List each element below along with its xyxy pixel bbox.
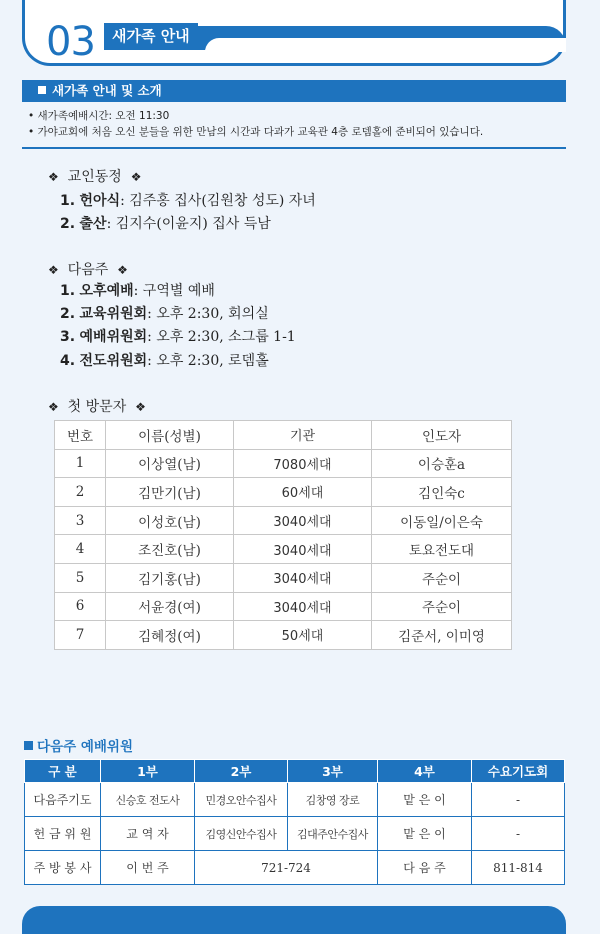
- table-row: [55, 621, 512, 650]
- table-cell: 김혜정(여): [106, 621, 234, 650]
- table-cell: 811-814: [472, 851, 565, 885]
- table-row: [55, 478, 512, 507]
- item-label: 오후예배: [79, 283, 134, 299]
- table-cell: 721-724: [195, 851, 378, 885]
- item-number: 1.: [60, 283, 76, 299]
- table-header: 수요기도회: [472, 760, 565, 783]
- diamond-icon: ❖: [117, 263, 128, 277]
- table-cell: 5: [55, 563, 106, 592]
- table-row: [25, 817, 565, 851]
- info-line-1: • 새가족예배시간: 오전 11:30: [28, 110, 170, 122]
- visitors-title-text: 첫 방문자: [67, 399, 127, 415]
- worship-title-text: 다음주 예배위원: [37, 739, 133, 755]
- visitors-title: [48, 396, 146, 416]
- table-row: [25, 851, 565, 885]
- header-notch: [205, 38, 566, 52]
- table-cell: 4: [55, 535, 106, 564]
- table-header: 인도자: [372, 421, 512, 450]
- list-item: [60, 303, 269, 323]
- footer-bar: [22, 906, 566, 934]
- list-item: [60, 213, 271, 233]
- table-cell: 50세대: [234, 621, 372, 650]
- list-item: [60, 350, 269, 370]
- section-title: 새가족 안내 및 소개: [52, 83, 162, 98]
- table-cell: 김창영 장로: [288, 783, 378, 817]
- list-item: [60, 326, 296, 346]
- item-text: : 오후 2:30, 소그룹 1-1: [147, 329, 296, 345]
- section-number: 03: [46, 19, 95, 65]
- table-cell: 이승훈a: [372, 449, 512, 478]
- item-label: 교육위원회: [79, 306, 148, 322]
- table-header: 1부: [101, 760, 195, 783]
- table-row: [55, 592, 512, 621]
- table-cell: 토요전도대: [372, 535, 512, 564]
- table-cell: 이동일/이은숙: [372, 506, 512, 535]
- members-title: [48, 166, 141, 186]
- item-text: : 구역별 예배: [133, 283, 215, 299]
- diamond-icon: ❖: [48, 263, 59, 277]
- list-item: [60, 190, 316, 210]
- worship-table: [24, 759, 565, 885]
- diamond-icon: ❖: [48, 170, 59, 184]
- table-row: [55, 563, 512, 592]
- table-cell: 김대주안수집사: [288, 817, 378, 851]
- info-block: [28, 108, 568, 140]
- table-cell: 2: [55, 478, 106, 507]
- table-cell: 조진호(남): [106, 535, 234, 564]
- table-header: 2부: [195, 760, 288, 783]
- table-row: [25, 783, 565, 817]
- table-cell: 헌 금 위 원: [25, 817, 101, 851]
- item-label: 예배위원회: [79, 329, 148, 345]
- table-cell: 이 번 주: [101, 851, 195, 885]
- diamond-icon: ❖: [135, 400, 146, 414]
- page-title: 새가족 안내: [104, 23, 198, 49]
- nextweek-title-text: 다음주: [67, 262, 109, 278]
- table-row: [55, 506, 512, 535]
- item-label: 헌아식: [79, 193, 121, 209]
- table-cell: 다음주기도: [25, 783, 101, 817]
- table-cell: 이상열(남): [106, 449, 234, 478]
- table-cell: 3: [55, 506, 106, 535]
- diamond-icon: ❖: [48, 400, 59, 414]
- table-cell: 서윤경(여): [106, 592, 234, 621]
- table-cell: 맡 은 이: [378, 783, 472, 817]
- item-number: 3.: [60, 329, 76, 345]
- table-header: 4부: [378, 760, 472, 783]
- info-line-2: • 가야교회에 처음 오신 분들을 위한 만남의 시간과 다과가 교육관 4층 로뎀홀에 준비되어 있습니다.: [28, 126, 484, 138]
- item-label: 출산: [79, 216, 107, 232]
- table-cell: 60세대: [234, 478, 372, 507]
- table-cell: 김기홍(남): [106, 563, 234, 592]
- table-cell: 김영신안수집사: [195, 817, 288, 851]
- square-bullet-icon: [38, 86, 46, 94]
- table-cell: 다 음 주: [378, 851, 472, 885]
- table-row: [55, 535, 512, 564]
- table-cell: -: [472, 817, 565, 851]
- item-text: : 오후 2:30, 회의실: [147, 306, 269, 322]
- square-bullet-icon: [24, 741, 33, 750]
- table-header: 번호: [55, 421, 106, 450]
- item-number: 4.: [60, 353, 76, 369]
- table-cell: 교 역 자: [101, 817, 195, 851]
- visitors-table: [54, 420, 512, 650]
- table-cell: 김준서, 이미영: [372, 621, 512, 650]
- table-cell: 1: [55, 449, 106, 478]
- table-cell: 3040세대: [234, 592, 372, 621]
- table-header: 구 분: [25, 760, 101, 783]
- item-number: 1.: [60, 193, 76, 209]
- table-cell: 이성호(남): [106, 506, 234, 535]
- table-cell: 주순이: [372, 592, 512, 621]
- item-label: 전도위원회: [79, 353, 148, 369]
- table-cell: 신승호 전도사: [101, 783, 195, 817]
- table-header: 3부: [288, 760, 378, 783]
- section-bar: [22, 80, 566, 102]
- table-cell: 맡 은 이: [378, 817, 472, 851]
- item-text: : 김지수(이윤지) 집사 득남: [106, 216, 271, 232]
- divider: [22, 147, 566, 149]
- item-number: 2.: [60, 306, 76, 322]
- table-header: 이름(성별): [106, 421, 234, 450]
- members-title-text: 교인동정: [67, 169, 122, 185]
- table-cell: 김인숙c: [372, 478, 512, 507]
- table-cell: 3040세대: [234, 506, 372, 535]
- table-header-row: [25, 760, 565, 783]
- worship-title: [24, 735, 133, 755]
- table-row: [55, 449, 512, 478]
- table-cell: 7080세대: [234, 449, 372, 478]
- table-cell: 7: [55, 621, 106, 650]
- table-cell: 3040세대: [234, 563, 372, 592]
- table-cell: 3040세대: [234, 535, 372, 564]
- table-cell: 민경오안수집사: [195, 783, 288, 817]
- item-text: : 김주홍 집사(김원창 성도) 자녀: [120, 193, 316, 209]
- table-cell: 6: [55, 592, 106, 621]
- table-cell: -: [472, 783, 565, 817]
- list-item: [60, 280, 215, 300]
- table-cell: 주순이: [372, 563, 512, 592]
- table-header-row: [55, 421, 512, 450]
- item-number: 2.: [60, 216, 76, 232]
- table-cell: 김만기(남): [106, 478, 234, 507]
- diamond-icon: ❖: [130, 170, 142, 184]
- table-header: 기관: [234, 421, 372, 450]
- nextweek-title: [48, 259, 128, 279]
- item-text: : 오후 2:30, 로뎀홀: [147, 353, 269, 369]
- table-cell: 주 방 봉 사: [25, 851, 101, 885]
